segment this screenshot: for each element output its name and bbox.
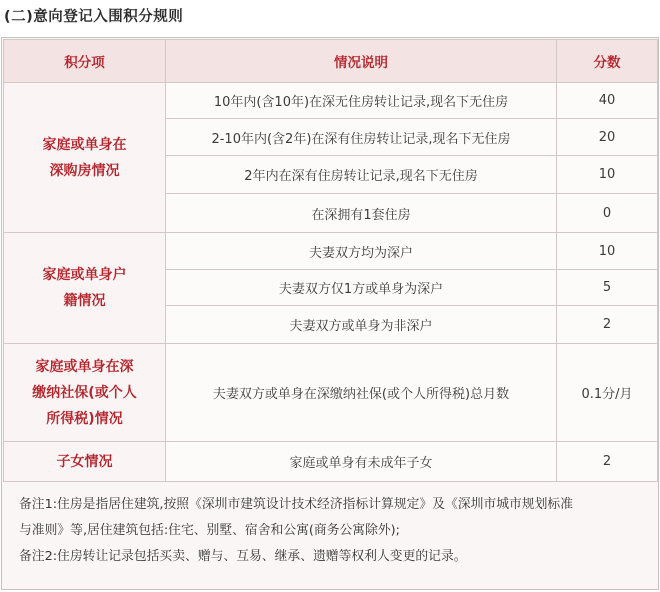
table-row: [4, 442, 658, 482]
category-housing: [4, 83, 166, 233]
category-line: 家庭或单身在深: [35, 358, 134, 375]
row-description: 2-10年内(含2年)在深有住房转让记录,现名下无住房: [166, 119, 557, 156]
row-score: 20: [557, 119, 658, 156]
note-2: 备注2:住房转让记录包括买卖、赠与、互易、继承、遗赠等权利人变更的记录。: [19, 549, 467, 564]
category-line: 籍情况: [63, 293, 106, 309]
row-description: 夫妻双方或单身在深缴纳社保(或个人所得税)总月数: [166, 344, 557, 442]
category-line: 家庭或单身在: [42, 136, 127, 153]
row-score: 10: [557, 233, 658, 270]
note-1-line-1: 备注1:住房是指居住建筑,按照《深圳市建筑设计技术经济指标计算规定》及《深圳市城市规划标准: [19, 497, 573, 512]
category-hukou: [4, 233, 166, 344]
row-score: 0.1分/月: [557, 344, 658, 442]
table-row: [4, 83, 658, 119]
row-score: 2: [557, 306, 658, 344]
category-line: 家庭或单身户: [42, 267, 127, 283]
note-1-line-2: 与准则》等,居住建筑包括:住宅、别墅、宿舍和公寓(商务公寓除外);: [19, 523, 400, 538]
row-score: 2: [557, 442, 658, 482]
header-score: 分数: [557, 40, 658, 83]
category-line: 子女情况: [56, 453, 113, 470]
header-description: 情况说明: [166, 40, 557, 83]
category-line: 深购房情况: [49, 162, 120, 179]
row-description: 夫妻双方均为深户: [166, 233, 557, 270]
row-description: 家庭或单身有未成年子女: [166, 442, 557, 482]
category-line: 缴纳社保(或个人: [32, 384, 137, 401]
row-score: 10: [557, 156, 658, 194]
row-score: 40: [557, 83, 658, 119]
category-line: 所得税)情况: [46, 410, 123, 427]
row-description: 10年内(含10年)在深无住房转让记录,现名下无住房: [166, 83, 557, 119]
row-description: 在深拥有1套住房: [166, 194, 557, 233]
row-description: 2年内在深有住房转让记录,现名下无住房: [166, 156, 557, 194]
table-header-row: [4, 40, 658, 83]
row-description: 夫妻双方或单身为非深户: [166, 306, 557, 344]
category-children: [4, 442, 166, 482]
row-score: 0: [557, 194, 658, 233]
section-heading: (二)意向登记入围积分规则: [4, 9, 184, 25]
table-row: [4, 233, 658, 270]
row-description: 夫妻双方仅1方或单身为深户: [166, 270, 557, 306]
category-social-security: [4, 344, 166, 442]
table-row: [4, 344, 658, 442]
row-score: 5: [557, 270, 658, 306]
points-table: [3, 39, 658, 482]
notes-block: [3, 482, 657, 588]
header-item: 积分项: [4, 40, 166, 83]
